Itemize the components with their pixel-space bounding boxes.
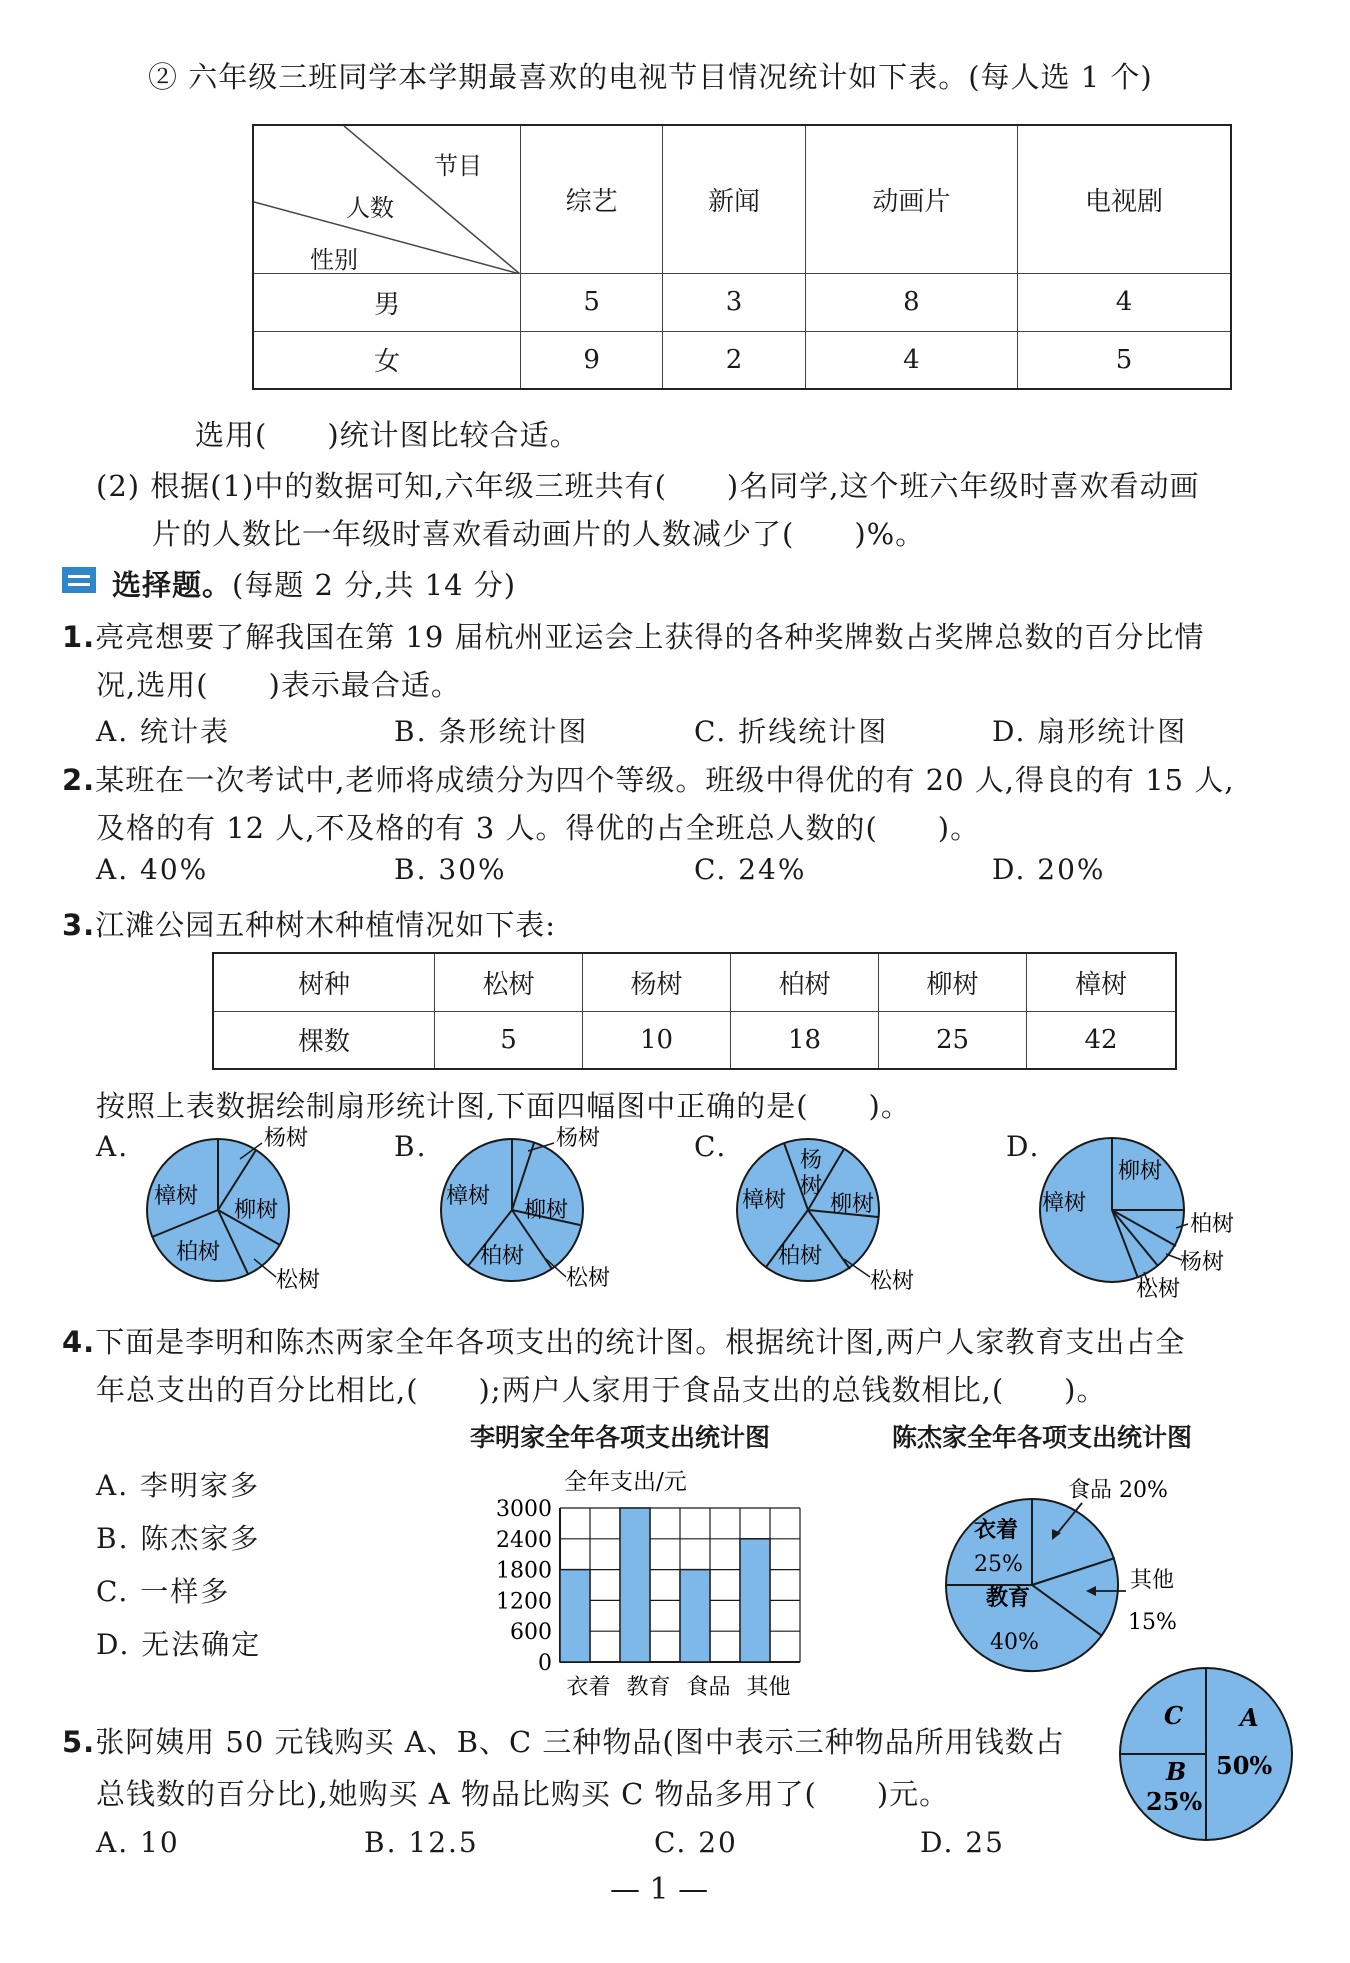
q4-option-d[interactable]: D. 无法确定	[96, 1628, 262, 1661]
row-label: 男	[253, 273, 521, 331]
q4-option-c[interactable]: C. 一样多	[96, 1575, 231, 1608]
q3-option-d-label[interactable]: D.	[1006, 1130, 1041, 1163]
bar-x-ticks	[566, 1675, 790, 1700]
q-sub2-title: ② 六年级三班同学本学期最喜欢的电视节目情况统计如下表。(每人选 1 个)	[148, 60, 1153, 94]
pie-a-liu: 柳树	[234, 1198, 279, 1223]
section2-title: 选择题。	[112, 568, 233, 602]
row-label: 女	[253, 331, 521, 389]
q5-line2: 总钱数的百分比),她购买 A 物品比购买 C 物品多用了( )元。	[96, 1777, 950, 1811]
pie-a-song: 松树	[276, 1268, 321, 1293]
pie-d-song: 松树	[1136, 1277, 1181, 1300]
q3-option-c-label[interactable]: C.	[694, 1130, 728, 1163]
q3-pie-a[interactable]	[130, 1125, 350, 1295]
chen-pie-food-label: 食品 20%	[1068, 1478, 1168, 1503]
pie-a-bai: 柏树	[176, 1240, 221, 1265]
pie-b-yang: 杨树	[556, 1126, 601, 1151]
q3-pie-c[interactable]	[720, 1125, 940, 1295]
bar-x-tick: 教育	[626, 1675, 671, 1700]
q3-option-b-label[interactable]: B.	[394, 1130, 428, 1163]
section2-note: (每题 2 分,共 14 分)	[232, 568, 517, 602]
tree-cell: 25	[879, 1011, 1027, 1069]
cell: 4	[805, 331, 1017, 389]
q1-line2: 况,选用( )表示最合适。	[96, 668, 461, 702]
cell: 3	[663, 273, 805, 331]
chen-pie-clothing-label: 衣着	[974, 1517, 1019, 1543]
diagonal-header-cell	[253, 125, 521, 273]
tree-header: 树种	[213, 953, 435, 1011]
tree-header: 柳树	[879, 953, 1027, 1011]
q2-line2: 片的人数比一年级时喜欢看动画片的人数减少了( )%。	[152, 517, 926, 551]
cell: 9	[521, 331, 663, 389]
table-row	[213, 1011, 1176, 1069]
tree-header: 松树	[435, 953, 583, 1011]
pie-d-liu: 柳树	[1118, 1159, 1163, 1184]
q5-pie-c: C	[1164, 1701, 1184, 1730]
q1-text: 亮亮想要了解我国在第 19 届杭州亚运会上获得的各种奖牌数占奖牌总数的百分比情	[95, 620, 1205, 654]
q1-option-d[interactable]: D. 扇形统计图	[992, 715, 1188, 748]
header-gender: 性别	[310, 246, 358, 274]
q3-line2: 按照上表数据绘制扇形统计图,下面四幅图中正确的是( )。	[96, 1089, 911, 1123]
bar-y-tick: 1200	[496, 1589, 552, 1615]
q3-line1	[62, 903, 556, 944]
page-number: — 1 —	[610, 1872, 709, 1907]
header-count: 人数	[346, 194, 394, 222]
pie-b-zhang: 樟树	[446, 1184, 491, 1209]
tree-header: 柏树	[731, 953, 879, 1011]
bar-y-tick: 600	[510, 1620, 552, 1646]
bar-chart-title: 李明家全年各项支出统计图	[470, 1423, 771, 1452]
cell: 5	[521, 273, 663, 331]
chen-pie-education-label: 教育	[986, 1585, 1031, 1611]
pie-c-yang-2: 树	[800, 1174, 823, 1199]
col-header: 动画片	[805, 125, 1017, 273]
bar-x-tick: 其他	[746, 1675, 791, 1700]
q5-option-b[interactable]: B. 12.5	[364, 1826, 479, 1859]
bar-y-tick: 2400	[496, 1527, 552, 1553]
pie-b-bai: 柏树	[480, 1244, 525, 1269]
q5-pie-b-pct: 25%	[1146, 1787, 1203, 1816]
bar-y-axis-label: 全年支出/元	[564, 1469, 687, 1495]
col-header: 电视剧	[1017, 125, 1231, 273]
q3-pie-d[interactable]	[1030, 1128, 1250, 1300]
q3-pie-b[interactable]	[424, 1125, 644, 1295]
q3-option-a-label[interactable]: A.	[96, 1130, 130, 1163]
bar-y-tick: 0	[538, 1651, 552, 1676]
pie-c-zhang: 樟树	[742, 1188, 787, 1213]
pie-b-song: 松树	[566, 1266, 611, 1291]
pie-b-liu: 柳树	[524, 1198, 569, 1223]
q4-option-a[interactable]: A. 李明家多	[96, 1469, 261, 1502]
q-sub2-choose: 选用( )统计图比较合适。	[195, 418, 580, 452]
bar-衣着	[560, 1570, 590, 1662]
col-header: 新闻	[663, 125, 805, 273]
q5-pie-a: A	[1240, 1703, 1259, 1732]
bar-series	[560, 1508, 770, 1662]
q5-text: 张阿姨用 50 元钱购买 A、B、C 三种物品(图中表示三种物品所用钱数占	[95, 1725, 1065, 1759]
tree-header: 樟树	[1027, 953, 1176, 1011]
q2-option-d[interactable]: D. 20%	[992, 853, 1106, 886]
cell: 2	[663, 331, 805, 389]
bar-y-tick: 1800	[496, 1558, 552, 1584]
tree-table	[212, 952, 1177, 1070]
q5-option-d[interactable]: D. 25	[920, 1826, 1005, 1859]
col-header: 综艺	[521, 125, 663, 273]
bar-食品	[680, 1570, 710, 1662]
chen-pie-education-pct: 40%	[990, 1630, 1039, 1655]
pie-c-liu: 柳树	[830, 1192, 875, 1217]
q3-number: 3.	[62, 908, 96, 942]
tree-cell: 棵数	[213, 1011, 435, 1069]
bar-教育	[620, 1508, 650, 1662]
q4-line2: 年总支出的百分比相比,( );两户人家用于食品支出的总钱数相比,( )。	[96, 1373, 1107, 1407]
cell: 8	[805, 273, 1017, 331]
q2-option-a[interactable]: A. 40%	[96, 853, 209, 886]
chen-pie-other-pct: 15%	[1128, 1610, 1177, 1635]
q5-pie-b: B	[1166, 1757, 1187, 1786]
tv-table	[252, 124, 1232, 390]
bar-x-tick: 衣着	[566, 1675, 611, 1700]
q5-number: 5.	[62, 1725, 96, 1759]
table-row	[253, 273, 1231, 331]
pie-chart-title: 陈杰家全年各项支出统计图	[892, 1423, 1193, 1452]
table-row	[253, 331, 1231, 389]
q2-option-c[interactable]: C. 24%	[694, 853, 807, 886]
q5-line1	[62, 1720, 1065, 1761]
q2-number: 2.	[62, 763, 96, 797]
q1-line1	[62, 615, 1205, 656]
q4-text: 下面是李明和陈杰两家全年各项支出的统计图。根据统计图,两户人家教育支出占全	[95, 1325, 1186, 1359]
tree-cell: 10	[583, 1011, 731, 1069]
tree-header: 杨树	[583, 953, 731, 1011]
q4-line1	[62, 1320, 1185, 1361]
chen-pie-clothing-pct: 25%	[974, 1552, 1023, 1577]
q3-text: 江滩公园五种树木种植情况如下表:	[95, 908, 556, 942]
cell: 5	[1017, 331, 1231, 389]
q1-option-c[interactable]: C. 折线统计图	[694, 715, 889, 748]
bar-chart	[490, 1462, 830, 1702]
q2-option-b[interactable]: B. 30%	[394, 853, 507, 886]
section-two-icon	[62, 567, 96, 593]
q4-option-b[interactable]: B. 陈杰家多	[96, 1522, 261, 1555]
q5-pie-a-pct: 50%	[1216, 1751, 1273, 1780]
cell: 4	[1017, 273, 1231, 331]
q5-pie	[1116, 1664, 1296, 1844]
pie-c-yang-1: 杨	[800, 1148, 823, 1173]
header-program: 节目	[434, 152, 482, 180]
pie-d-zhang: 樟树	[1042, 1191, 1087, 1216]
q5-option-c[interactable]: C. 20	[654, 1826, 738, 1859]
pie-c-bai: 柏树	[778, 1244, 823, 1269]
tree-cell: 18	[731, 1011, 879, 1069]
tree-cell: 42	[1027, 1011, 1176, 1069]
section2-heading	[112, 563, 516, 604]
q2-line1: (2) 根据(1)中的数据可知,六年级三班共有( )名同学,这个班六年级时喜欢看动画	[96, 469, 1200, 503]
q2-line2: 及格的有 12 人,不及格的有 3 人。得优的占全班总人数的( )。	[96, 811, 981, 845]
q2-text: 某班在一次考试中,老师将成绩分为四个等级。班级中得优的有 20 人,得良的有 15 人,	[95, 763, 1235, 797]
bar-y-tick: 3000	[496, 1497, 552, 1522]
q4-number: 4.	[62, 1325, 96, 1359]
pie-d-yang: 杨树	[1180, 1250, 1225, 1275]
bar-x-tick: 食品	[686, 1675, 731, 1700]
pie-d-bai: 柏树	[1190, 1212, 1235, 1237]
q5-option-a[interactable]: A. 10	[96, 1826, 180, 1859]
pie-a-yang: 杨树	[264, 1126, 309, 1151]
chen-pie-other-label: 其他	[1130, 1568, 1175, 1593]
tree-cell: 5	[435, 1011, 583, 1069]
bar-其他	[740, 1539, 770, 1662]
pie-a-zhang: 樟树	[154, 1184, 199, 1209]
q1-option-b[interactable]: B. 条形统计图	[394, 715, 589, 748]
bar-y-ticks	[496, 1497, 552, 1676]
q1-option-a[interactable]: A. 统计表	[96, 715, 231, 748]
pie-c-song: 松树	[870, 1269, 915, 1294]
q1-number: 1.	[62, 620, 96, 654]
q2-line1	[62, 758, 1235, 799]
